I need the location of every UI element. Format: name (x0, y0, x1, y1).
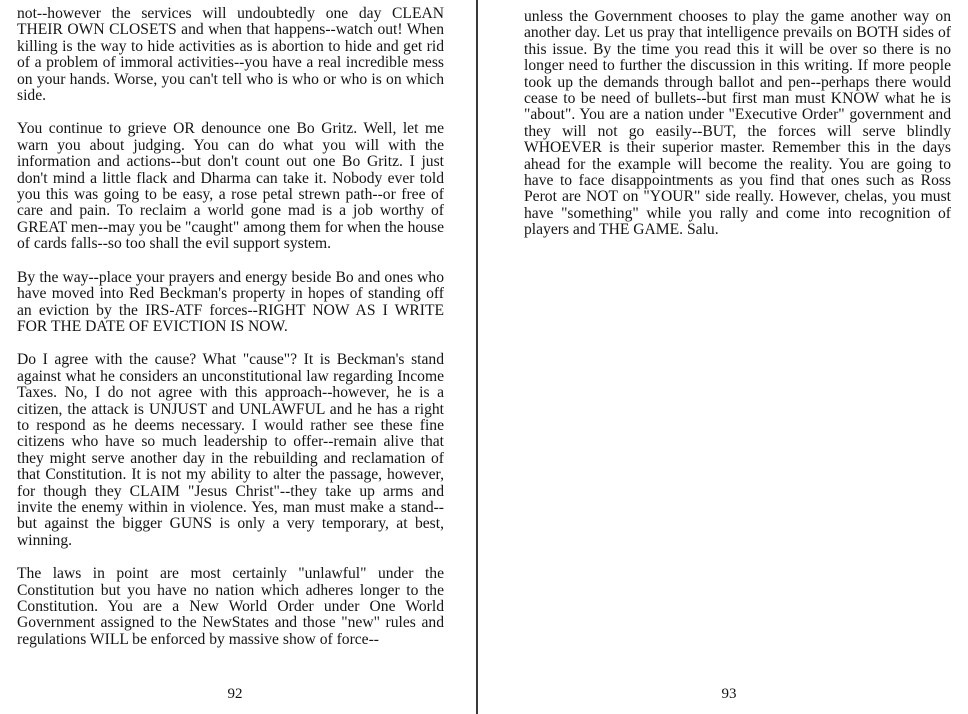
page-left (0, 0, 474, 714)
page-number: 93 (721, 686, 737, 702)
right-page-text (524, 9, 951, 239)
left-page-text (17, 6, 444, 648)
page-number: 92 (227, 686, 243, 702)
paragraph: The laws in point are most certainly "unlawful" under the Constitution but you have no nation which adheres longer to the Constitution. You are a New World Order under One World Government assigned to the NewStates and those "new" rules and regulations WILL be enforced by massive show of force-- (17, 565, 444, 648)
page-gutter-divider (476, 0, 478, 714)
paragraph: not--however the services will undoubtedly one day CLEAN THEIR OWN CLOSETS and when that happens--watch out! When killing is the way to hide activities as is abortion to hide and get rid of a problem of immoral activities--you have a real incredible mess on your hands. Worse, you can't tell who is who or who is on which side. (17, 5, 444, 105)
page-right (482, 0, 968, 714)
paragraph: Do I agree with the cause? What "cause"? It is Beckman's stand against what he considers an unconstitutional law regarding Income Taxes. No, I do not agree with this approach--however, he is a citizen, the attack is UNJUST and UNLAWFUL and he has a right to respond as he deems necessary. I would rather see these fine citizens who have so much leadership to offer--remain alive that they might serve another day in the rebuilding and reclamation of that Constitution. It is not my ability to alter the passage, however, for though they CLAIM "Jesus Christ"--they take up arms and invite the enemy within in violence. Yes, man must make a stand--but against the bigger GUNS is only a very temporary, at best, winning. (17, 351, 444, 549)
paragraph: By the way--place your prayers and energy beside Bo and ones who have moved into Red Beckman's property in hopes of standing off an eviction by the IRS-ATF forces--RIGHT NOW AS I WRITE FOR THE DATE OF EVICTION IS NOW. (17, 268, 444, 335)
paragraph: unless the Government chooses to play the game another way on another day. Let us pray that intelligence prevails on BOTH sides of this issue. By the time you read this it will be over so there is no longer need to further the discussion in this writing. If more people took up the demands through ballot and pen--perhaps there would cease to be need of bullets--but first man must KNOW what he is "about". You are a nation under "Executive Order" government and they will not go easily--BUT, the forces will serve blindly WHOEVER is their superior master. Remember this in the days ahead for the example will become the reality. You are going to have to face disappointments as you find that ones such as Ross Perot are NOT on "YOUR" side really. However, chelas, you must have "something" while you rally and come into recognition of players and THE GAME. Salu. (524, 8, 951, 239)
paragraph: You continue to grieve OR denounce one Bo Gritz. Well, let me warn you about judging. You can do what you will with the information and actions--but don't count out one Bo Gritz. I just don't mind a little flack and Dharma can take it. Nobody ever told you this was going to be easy, a rose petal strewn path--or free of care and pain. To reclaim a world gone mad is a job worthy of GREAT men--may you be "caught" among them for when the house of cards falls--so too shall the evil support system. (17, 120, 444, 253)
